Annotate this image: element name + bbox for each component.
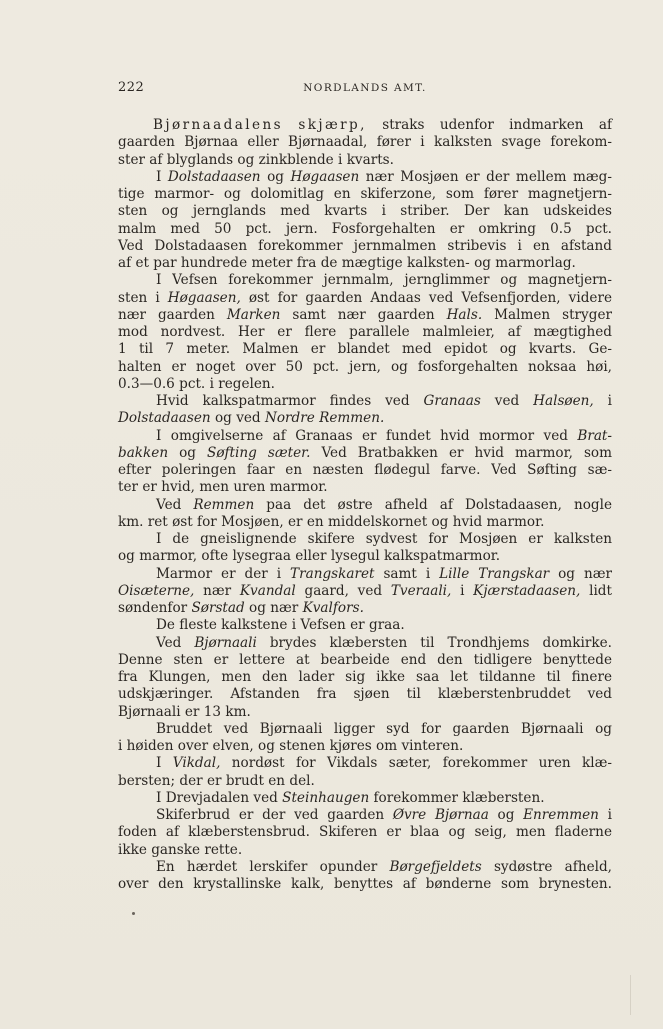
text-segment: Ved <box>156 634 195 651</box>
text-segment: øst for gaarden Andaas ved Vefsenfjorden, videre <box>240 289 612 306</box>
text-segment: Ved <box>156 496 194 513</box>
text-line <box>118 790 612 807</box>
text-line <box>118 704 612 721</box>
text-line <box>118 566 612 583</box>
page-number: 222 <box>118 80 145 95</box>
italic-text: Kjærstadaasen, <box>473 582 581 599</box>
text-segment: Marmor er der i <box>156 565 291 582</box>
text-line <box>118 203 612 220</box>
text-segment: sten og jernglands med kvarts i striber. Der kan udskeides <box>118 203 612 220</box>
italic-text: Nordre Remmen. <box>264 410 385 427</box>
text-line <box>118 341 612 358</box>
italic-text: Kvandal <box>239 582 296 599</box>
text-line <box>118 721 612 738</box>
text-segment: bersten; der er brudt en del. <box>118 772 315 789</box>
text-segment: samt nær gaarden <box>280 306 447 323</box>
text-line <box>118 376 612 393</box>
text-segment: 1 til 7 meter. Malmen er blandet med epidot og kvarts. Ge- <box>118 341 612 358</box>
italic-text: Høgaasen, <box>167 289 241 306</box>
text-segment: paa det østre afheld af Dolstadaasen, nogle <box>254 496 613 513</box>
text-segment: I de gneislignende skifere sydvest for Mosjøen er kalksten <box>156 531 612 547</box>
text-line <box>118 738 612 755</box>
italic-text: Øvre Bjørnaa <box>392 807 489 823</box>
text-segment: ter er hvid, men uren marmor. <box>118 479 328 496</box>
text-segment: malm med 50 pct. jern. Fosforgehalten er omkring 0.5 pct. <box>118 220 612 237</box>
text-segment: ster af blyglands og zinkblende i kvarts. <box>118 151 394 168</box>
text-segment: over den krystallinske kalk, benyttes af bønderne som brynesten. <box>118 876 612 892</box>
italic-text: Vikdal, <box>172 755 221 772</box>
text-line <box>118 583 612 600</box>
italic-text: Steinhaugen <box>282 789 370 806</box>
italic-text: Oisæterne, <box>118 582 195 599</box>
text-segment: Denne sten er lettere at bearbeide end den tidligere benyttede <box>118 651 612 668</box>
text-line <box>118 548 612 565</box>
text-line <box>118 410 612 427</box>
italic-text: bakken <box>118 444 169 461</box>
text-segment: I Drevjadalen ved <box>156 789 283 806</box>
text-line <box>118 393 612 410</box>
italic-text: Kvalfors. <box>302 600 364 616</box>
text-segment: ikke ganske rette. <box>118 841 243 858</box>
italic-text: Trangskaret <box>290 565 375 582</box>
text-line <box>118 859 612 876</box>
text-line <box>118 514 612 531</box>
text-segment: og <box>168 444 208 461</box>
text-segment: og <box>260 168 291 185</box>
text-segment: udskjæringer. Afstanden fra sjøen til klæberstenbruddet ved <box>118 686 612 703</box>
text-line <box>118 531 612 548</box>
text-segment: Ved Bratbakken er hvid marmor, som <box>310 444 612 461</box>
text-segment: gaarden Bjørnaa eller Bjørnaadal, fører i kalksten svage forekom- <box>118 134 612 151</box>
italic-text: Hals. <box>446 306 483 323</box>
text-segment: sydøstre afheld, <box>481 858 612 875</box>
text-segment: Malmen stryger <box>482 306 612 323</box>
text-segment: ved <box>480 393 534 409</box>
text-segment: gaard, ved <box>295 582 391 599</box>
italic-text: Granaas <box>423 393 481 409</box>
text-segment: i høiden over elven, og stenen kjøres om vinteren. <box>118 738 464 754</box>
text-segment: I Vefsen forekommer jernmalm, jernglimmer og magnetjern- <box>156 272 612 289</box>
text-segment: af et par hundrede meter fra de mægtige kalksten- og marmorlag. <box>118 255 576 271</box>
text-segment: tige marmor- og dolomitlag en skiferzone, som fører magnetjern- <box>118 186 612 202</box>
text-segment: efter poleringen faar en næsten flødegul farve. Ved Søfting sæ- <box>118 462 612 478</box>
italic-text: Remmen <box>193 496 255 513</box>
text-segment: Skiferbrud er der ved gaarden <box>156 807 393 823</box>
text-segment: I omgivelserne af Granaas er fundet hvid mormor ved <box>156 427 578 444</box>
text-segment: skjærp, <box>298 117 367 133</box>
text-segment: fra Klungen, men den lader sig ikke saa let tildanne til finere <box>118 669 612 685</box>
text-segment: mod nordvest. Her er flere parallele malmleier, af mægtighed <box>118 324 612 340</box>
text-segment: foden af klæberstensbrud. Skiferen er blaa og seig, men fladerne <box>118 824 612 841</box>
text-segment: nordøst for Vikdals sæter, forekommer uren klæ- <box>220 755 612 772</box>
text-line <box>118 359 612 376</box>
text-segment <box>283 117 298 133</box>
text-segment: i <box>451 582 474 599</box>
italic-text: Lille Trangskar <box>439 565 550 582</box>
text-line <box>118 773 612 790</box>
text-segment: I <box>156 168 168 185</box>
text-segment: Bruddet ved Bjørnaali ligger syd for gaarden Bjørnaali og <box>156 720 612 737</box>
italic-text: Dolstadaasen <box>167 168 261 185</box>
italic-text: Børgefjeldets <box>389 858 482 875</box>
text-line <box>118 462 612 479</box>
text-line <box>118 807 612 824</box>
text-segment: halten er noget over 50 pct. jern, og fosforgehalten noksaa høi, <box>118 358 612 375</box>
italic-text: Dolstadaasen <box>118 410 211 427</box>
text-line <box>118 290 612 307</box>
text-segment: De fleste kalkstene i Vefsen er graa. <box>156 617 405 634</box>
body-text <box>118 117 612 893</box>
text-segment: og <box>488 807 524 823</box>
italic-text: Sørstad <box>191 600 245 616</box>
text-segment: nær Mosjøen er der mellem mæg- <box>359 168 612 185</box>
text-segment: brydes klæbersten til Trondhjems domkirke. <box>256 634 612 651</box>
text-segment: søndenfor <box>118 600 192 616</box>
text-line <box>118 324 612 341</box>
text-line <box>118 152 612 169</box>
italic-text: Halsøen, <box>533 393 594 409</box>
text-line <box>118 272 612 289</box>
text-segment: Bjørnaadalens <box>153 117 283 133</box>
text-line <box>118 186 612 203</box>
text-line <box>118 238 612 255</box>
text-line <box>118 428 612 445</box>
text-segment: og nær <box>244 600 303 616</box>
text-line <box>118 669 612 686</box>
text-segment: lidt <box>580 582 612 599</box>
page-header <box>118 80 612 100</box>
text-line <box>118 169 612 186</box>
text-segment: Hvid kalkspatmarmor findes ved <box>156 393 424 409</box>
italic-text: Høgaasen <box>290 168 360 185</box>
italic-text: Brat- <box>577 427 612 444</box>
text-line <box>118 652 612 669</box>
running-head: NORDLANDS AMT. <box>303 82 427 94</box>
text-line <box>118 497 612 514</box>
text-segment: forekommer klæbersten. <box>369 789 545 806</box>
italic-text: Bjørnaali <box>194 634 257 651</box>
text-line <box>118 134 612 151</box>
text-line <box>118 600 612 617</box>
text-segment: og ved <box>210 410 265 427</box>
page-edge-mark <box>630 975 645 1015</box>
text-segment: nær gaarden <box>118 306 227 323</box>
text-segment: km. ret øst for Mosjøen, er en middelskornet og hvid marmor. <box>118 513 545 530</box>
text-line <box>118 635 612 652</box>
italic-text: Tveraali, <box>390 582 452 599</box>
text-segment: sten i <box>118 289 168 306</box>
text-segment: i <box>593 393 612 409</box>
text-line <box>118 445 612 462</box>
text-segment: I <box>156 755 173 772</box>
text-segment: nær <box>194 582 240 599</box>
text-line <box>118 221 612 238</box>
text-segment: og nær <box>549 565 612 582</box>
text-segment: og marmor, ofte lysegraa eller lysegul kalkspatmarmor. <box>118 548 501 565</box>
text-line <box>118 479 612 496</box>
text-segment: Ved Dolstadaasen forekommer jernmalmen stribevis i en afstand <box>118 237 612 254</box>
text-line <box>118 876 612 893</box>
italic-text: Enremmen <box>523 807 599 823</box>
text-line <box>118 755 612 772</box>
italic-text: Søfting sæter. <box>207 444 311 461</box>
text-line <box>118 307 612 324</box>
ink-speck <box>132 912 135 915</box>
italic-text: Marken <box>226 306 281 323</box>
text-line <box>118 824 612 841</box>
text-line <box>118 842 612 859</box>
text-line <box>118 255 612 272</box>
text-segment: En hærdet lerskifer opunder <box>156 858 390 875</box>
text-line <box>118 117 612 134</box>
text-segment: straks udenfor indmarken af <box>366 117 612 133</box>
text-segment: 0.3—0.6 pct. i regelen. <box>118 375 275 392</box>
text-segment: Bjørnaali er 13 km. <box>118 703 251 720</box>
text-segment: samt i <box>374 565 440 582</box>
text-line <box>118 617 612 634</box>
text-line <box>118 686 612 703</box>
text-segment: i <box>598 807 613 823</box>
